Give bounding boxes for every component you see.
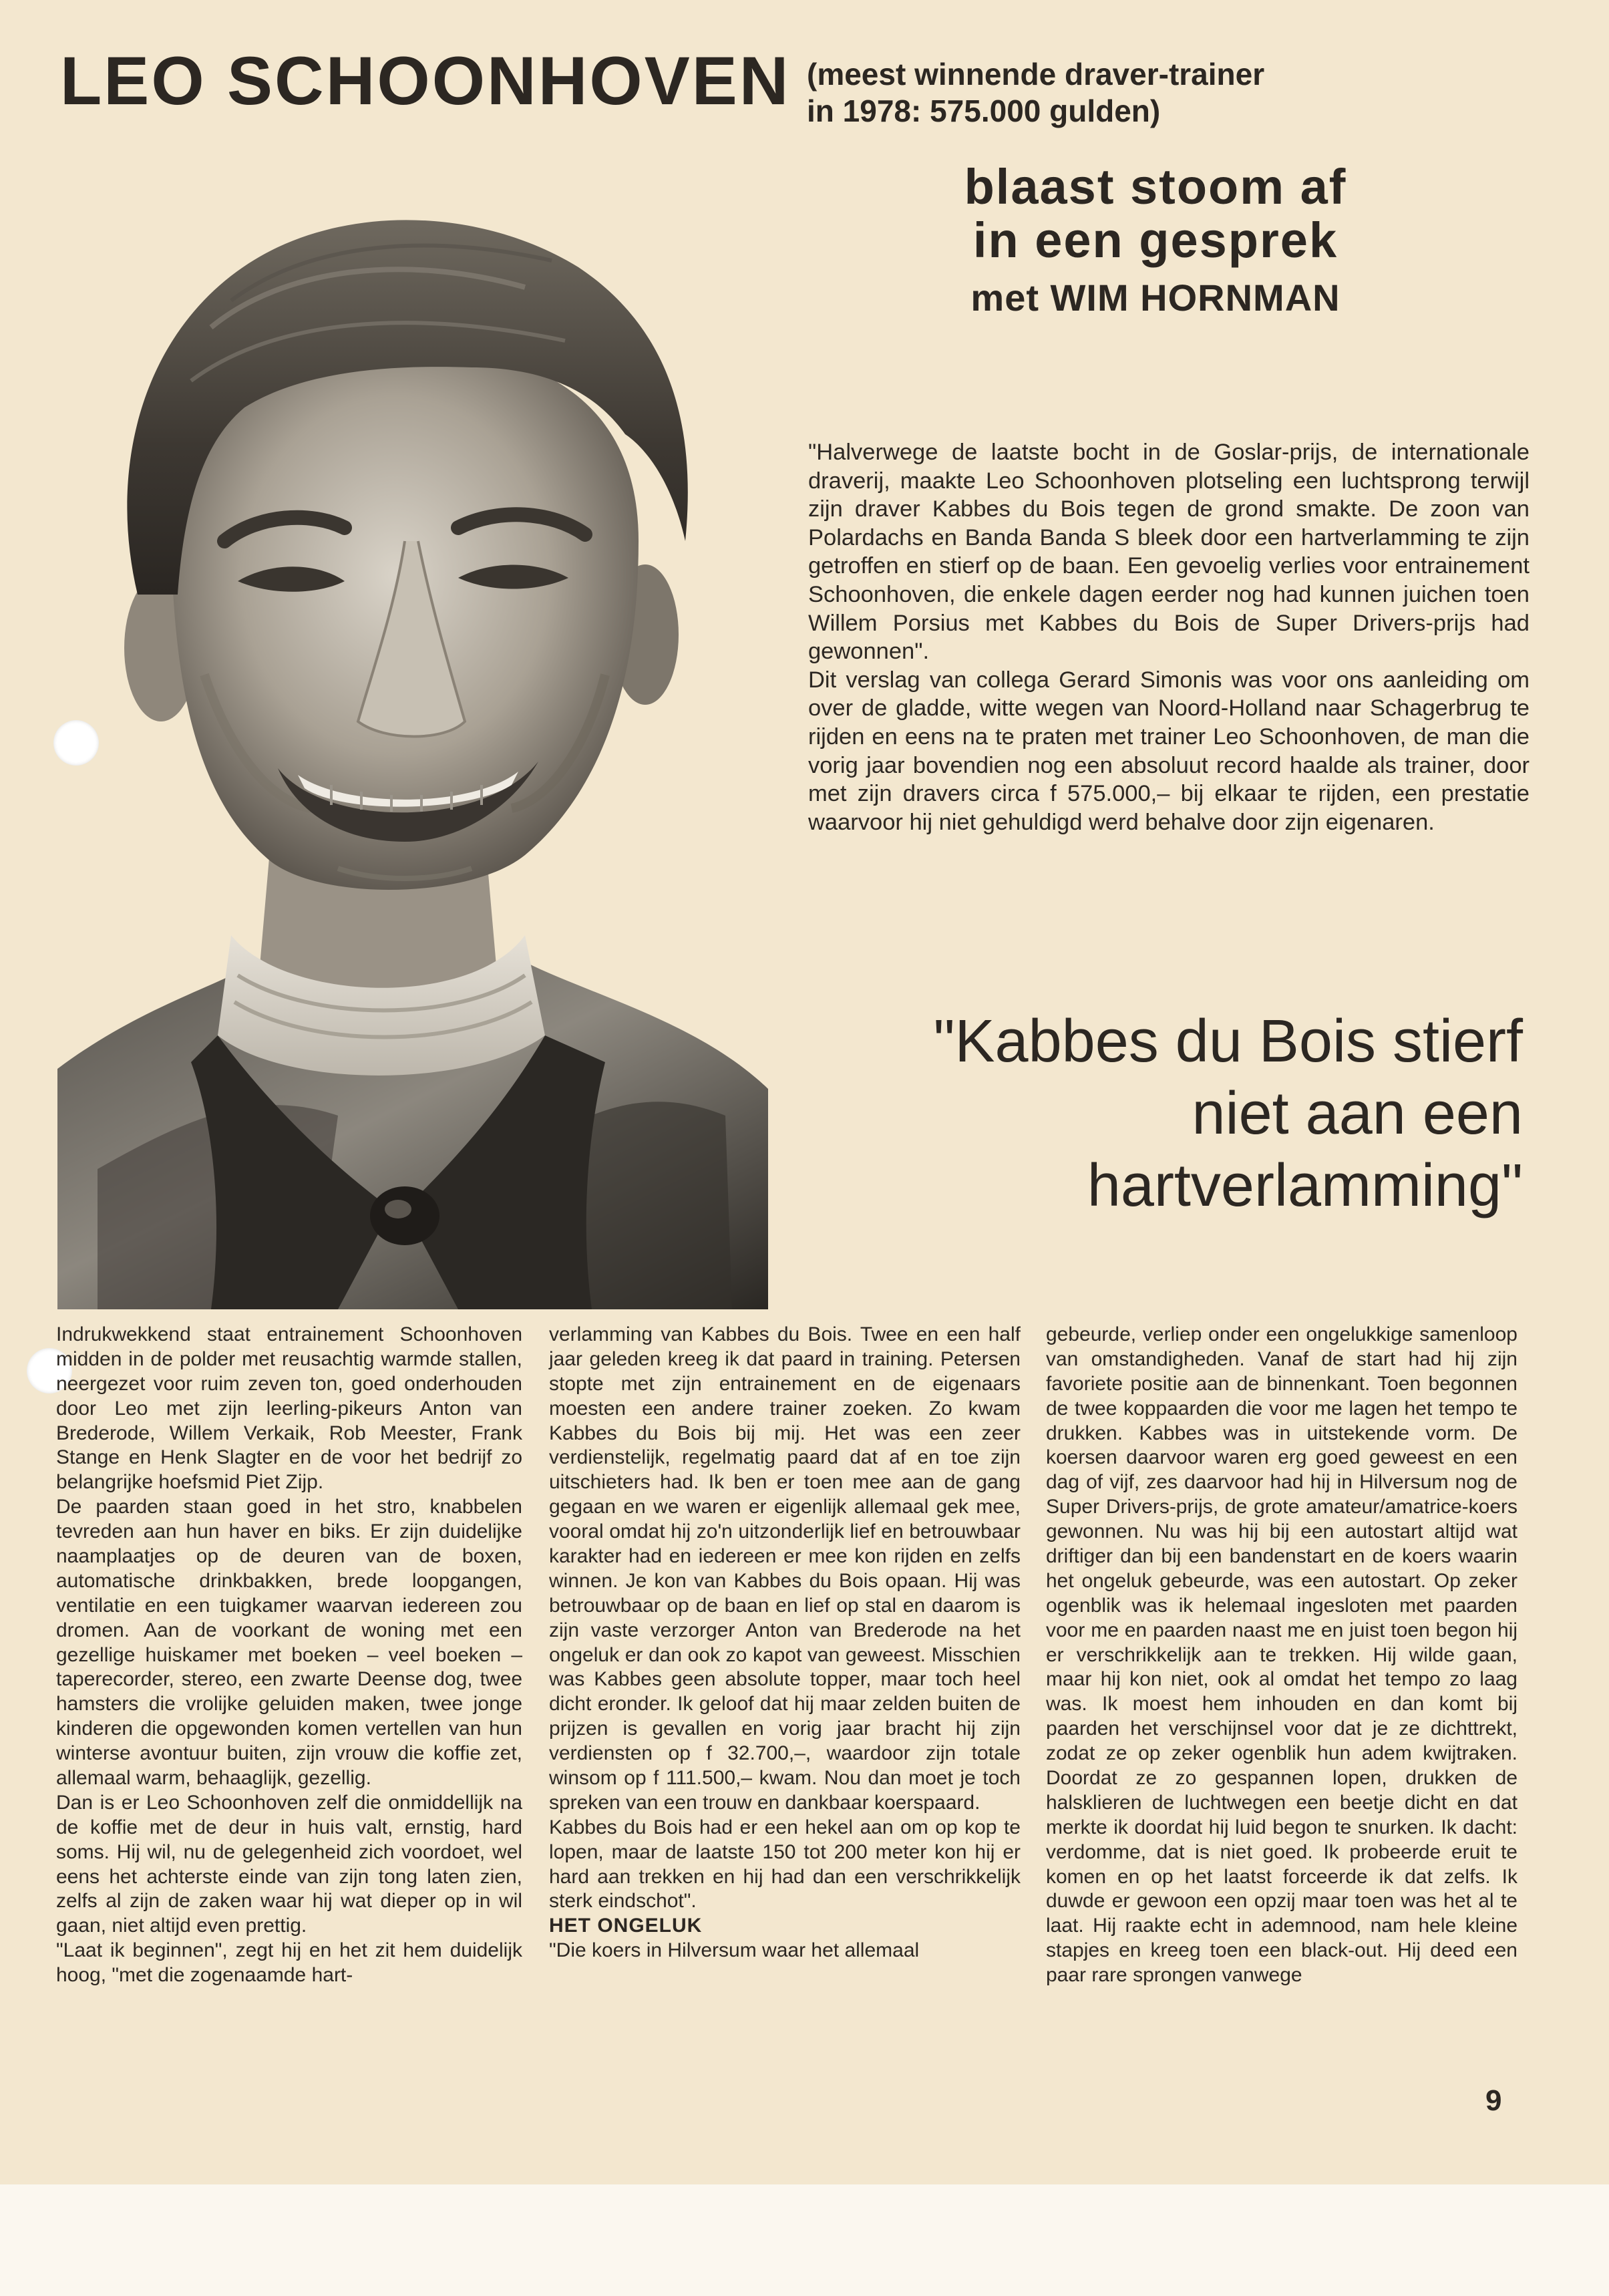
- body-paragraph: Indrukwekkend staat entrainement Schoonhoven midden in de polder met reusachtig warmde stallen, neergezet voor ruim zeven ton, goed onderhouden door Leo met zijn leerling-pikeurs Anton van Brederode, Willem Verkaik, Rob Meester, Frank Stange en Henk Slagter en de voor het bedrijf zo belangrijke hoefsmid Piet Zijp.: [56, 1323, 522, 1494]
- intro-text: [808, 438, 1530, 836]
- body-column-2: [549, 1323, 1021, 1963]
- portrait-photo: [57, 167, 768, 1309]
- deck-byline: met WIM HORNMAN: [970, 276, 1340, 319]
- deck-line-1: blaast stoom af: [964, 159, 1347, 214]
- punch-hole-top: [53, 720, 99, 766]
- page-number: 9: [1485, 2084, 1502, 2117]
- intro-paragraph: Dit verslag van collega Gerard Simonis was voor ons aanleiding om over de gladde, witte wegen van Noord-Holland naar Schagerbrug te rijden en eens na te praten met trainer Leo Schoonhoven, de man die vorig jaar bovendien nog een absoluut record haalde als trainer, door met zijn dravers circa f 575.000,– bij elkaar te rijden, een prestatie waarvoor hij niet gehuldigd werd behalve door zijn eigenaren.: [808, 667, 1530, 835]
- portrait-illustration: [57, 167, 768, 1309]
- section-subhead: HET ONGELUK: [549, 1915, 703, 1937]
- body-paragraph: Dan is er Leo Schoonhoven zelf die onmiddellijk na de koffie met de deur in huis valt, ernstig, hard soms. Hij wil, nu de gelegenheid zich voordoet, wel eens het achterste einde van zijn tong laten zien, zelfs al zijn de zaken waar hij wat dieper op in wil gaan, niet altijd even prettig.: [56, 1791, 522, 1937]
- article-subtitle: [807, 56, 1264, 130]
- body-paragraph: De paarden staan goed in het stro, knabbelen tevreden aan hun haver en biks. Er zijn duidelijke naamplaatjes op de deuren van de boxen, automatische drinkbakken, brede loopgangen, ventilatie en een tuigkamer waarvan iedereen zou dromen. Aan de voorkant de woning met een gezellige huiskamer met boeken – veel boeken – taperecorder, stereo, een zwarte Deense dog, twee hamsters die vrolijke geluiden maken, twee jonge kinderen die opgewonden komen vertellen van hun winterse avontuur buiten, zijn vrouw die koffie zet, allemaal warm, behaaglijk, gezellig.: [56, 1496, 522, 1790]
- deck-line-2: in een gesprek: [972, 212, 1338, 268]
- body-column-1: [56, 1323, 522, 1988]
- pull-quote-line-2: niet aan een: [1192, 1080, 1523, 1147]
- intro-paragraph: "Halverwege de laatste bocht in de Goslar-prijs, de internationale draverij, maakte Leo Schoonhoven plotseling een luchtsprong terwijl zijn draver Kabbes du Bois tegen de grond smakte. De zoon van Polardachs en Banda Banda S bleek door een hartverlamming te zijn getroffen en stierf op de baan. Een gevoelig verlies voor entrainement Schoonhoven, die enkele dagen eerder nog had kunnen juichen toen Willem Porsius met Kabbes du Bois de Super Drivers-prijs had gewonnen".: [808, 440, 1530, 665]
- pull-quote: [788, 1005, 1523, 1222]
- body-paragraph: verlamming van Kabbes du Bois. Twee en een half jaar geleden kreeg ik dat paard in training. Petersen stopte met zijn entrainement en de eigenaars moesten een andere trainer zoeken. Zo kwam Kabbes du Bois bij mij. Het was een zeer verdienstelijk, regelmatig paard dat af en toe zijn uitschieters had. Ik ben er toen mee aan de gang gegaan en we waren er eigenlijk allemaal gek mee, vooral omdat hij zo'n uitzonderlijk lief en betrouwbaar karakter had en iedereen er mee kon rijden en zelfs winnen. Je kon van Kabbes du Bois opaan. Hij was betrouwbaar op de baan en lief op stal en daarom is zijn vaste verzorger Anton van Brederode na het ongeluk er dan ook zo kapot van geweest. Misschien was Kabbes geen absolute topper, maar toch heel dicht eronder. Ik geloof dat hij maar zelden buiten de prijzen is gevallen en vorig jaar bracht hij zijn verdiensten op f 32.700,–, waardoor zijn totale winsom op f 111.500,– kwam. Nou dan moet je toch spreken van een trouw en dankbaar koerspaard.: [549, 1323, 1021, 1814]
- article-title-name: LEO SCHOONHOVEN: [60, 43, 791, 119]
- body-column-3: [1046, 1323, 1517, 1988]
- article-deck: [868, 160, 1443, 326]
- body-paragraph: Kabbes du Bois had er een hekel aan om op kop te lopen, maar de laatste 150 tot 200 meter kon hij er hard aan trekken en hij had dan een verschrikkelijk sterk eindschot".: [549, 1816, 1021, 1913]
- pull-quote-line-3: hartverlamming": [1087, 1152, 1523, 1219]
- page-bottom-margin: [0, 2184, 1609, 2296]
- body-paragraph: "Laat ik beginnen", zegt hij en het zit hem duidelijk hoog, "met die zogenaamde hart-: [56, 1939, 522, 1987]
- body-paragraph: "Die koers in Hilversum waar het allemaal: [549, 1939, 920, 1962]
- subtitle-line-2: in 1978: 575.000 gulden): [807, 94, 1161, 129]
- body-paragraph: gebeurde, verliep onder een ongelukkige samenloop van omstandigheden. Vanaf de start had hij zijn favoriete positie aan de binnenkant. Toen begonnen de twee koppaarden die voor me lagen het tempo te drukken. Kabbes was in uitstekende vorm. De koersen daarvoor waren erg goed geweest en een dag of vijf, zes daarvoor had hij in Hilversum nog de Super Drivers-prijs, de grote amateur/amatrice-koers gewonnen. Nu was hij bij een autostart altijd wat driftiger dan bij een bandenstart en de koers waarin het ongeluk gebeurde, was een autostart. Op zeker ogenblik was ik helemaal ingesloten met paarden voor me en paarden naast me en juist toen begon hij er verschrikkelijk aan te trekken. Hij wilde gaan, maar hij kon niet, ook al omdat het tempo zo laag was. Ik moest hem inhouden en dan komt bij paarden het verschijnsel voor dat je ze dichttrekt, zodat ze op zeker ogenblik hun adem kwijtraken. Doordat ze zo gespannen lopen, drukken de halsklieren de luchtwegen een beetje dicht en dat merkte ik doordat hij luid begon te snurken. Ik dacht: verdomme, dat is niet goed. Ik probeerde eruit te komen en op het laatst forceerde ik dat zelfs. Ik duwde er gewoon een opzij maar toen was het al te laat. Hij raakte echt in ademnood, nam hele kleine stapjes en kreeg toen een black-out. Hij deed een paar rare sprongen vanwege: [1046, 1323, 1517, 1987]
- pull-quote-line-1: "Kabbes du Bois stierf: [933, 1008, 1523, 1075]
- subtitle-line-1: (meest winnende draver-trainer: [807, 57, 1265, 92]
